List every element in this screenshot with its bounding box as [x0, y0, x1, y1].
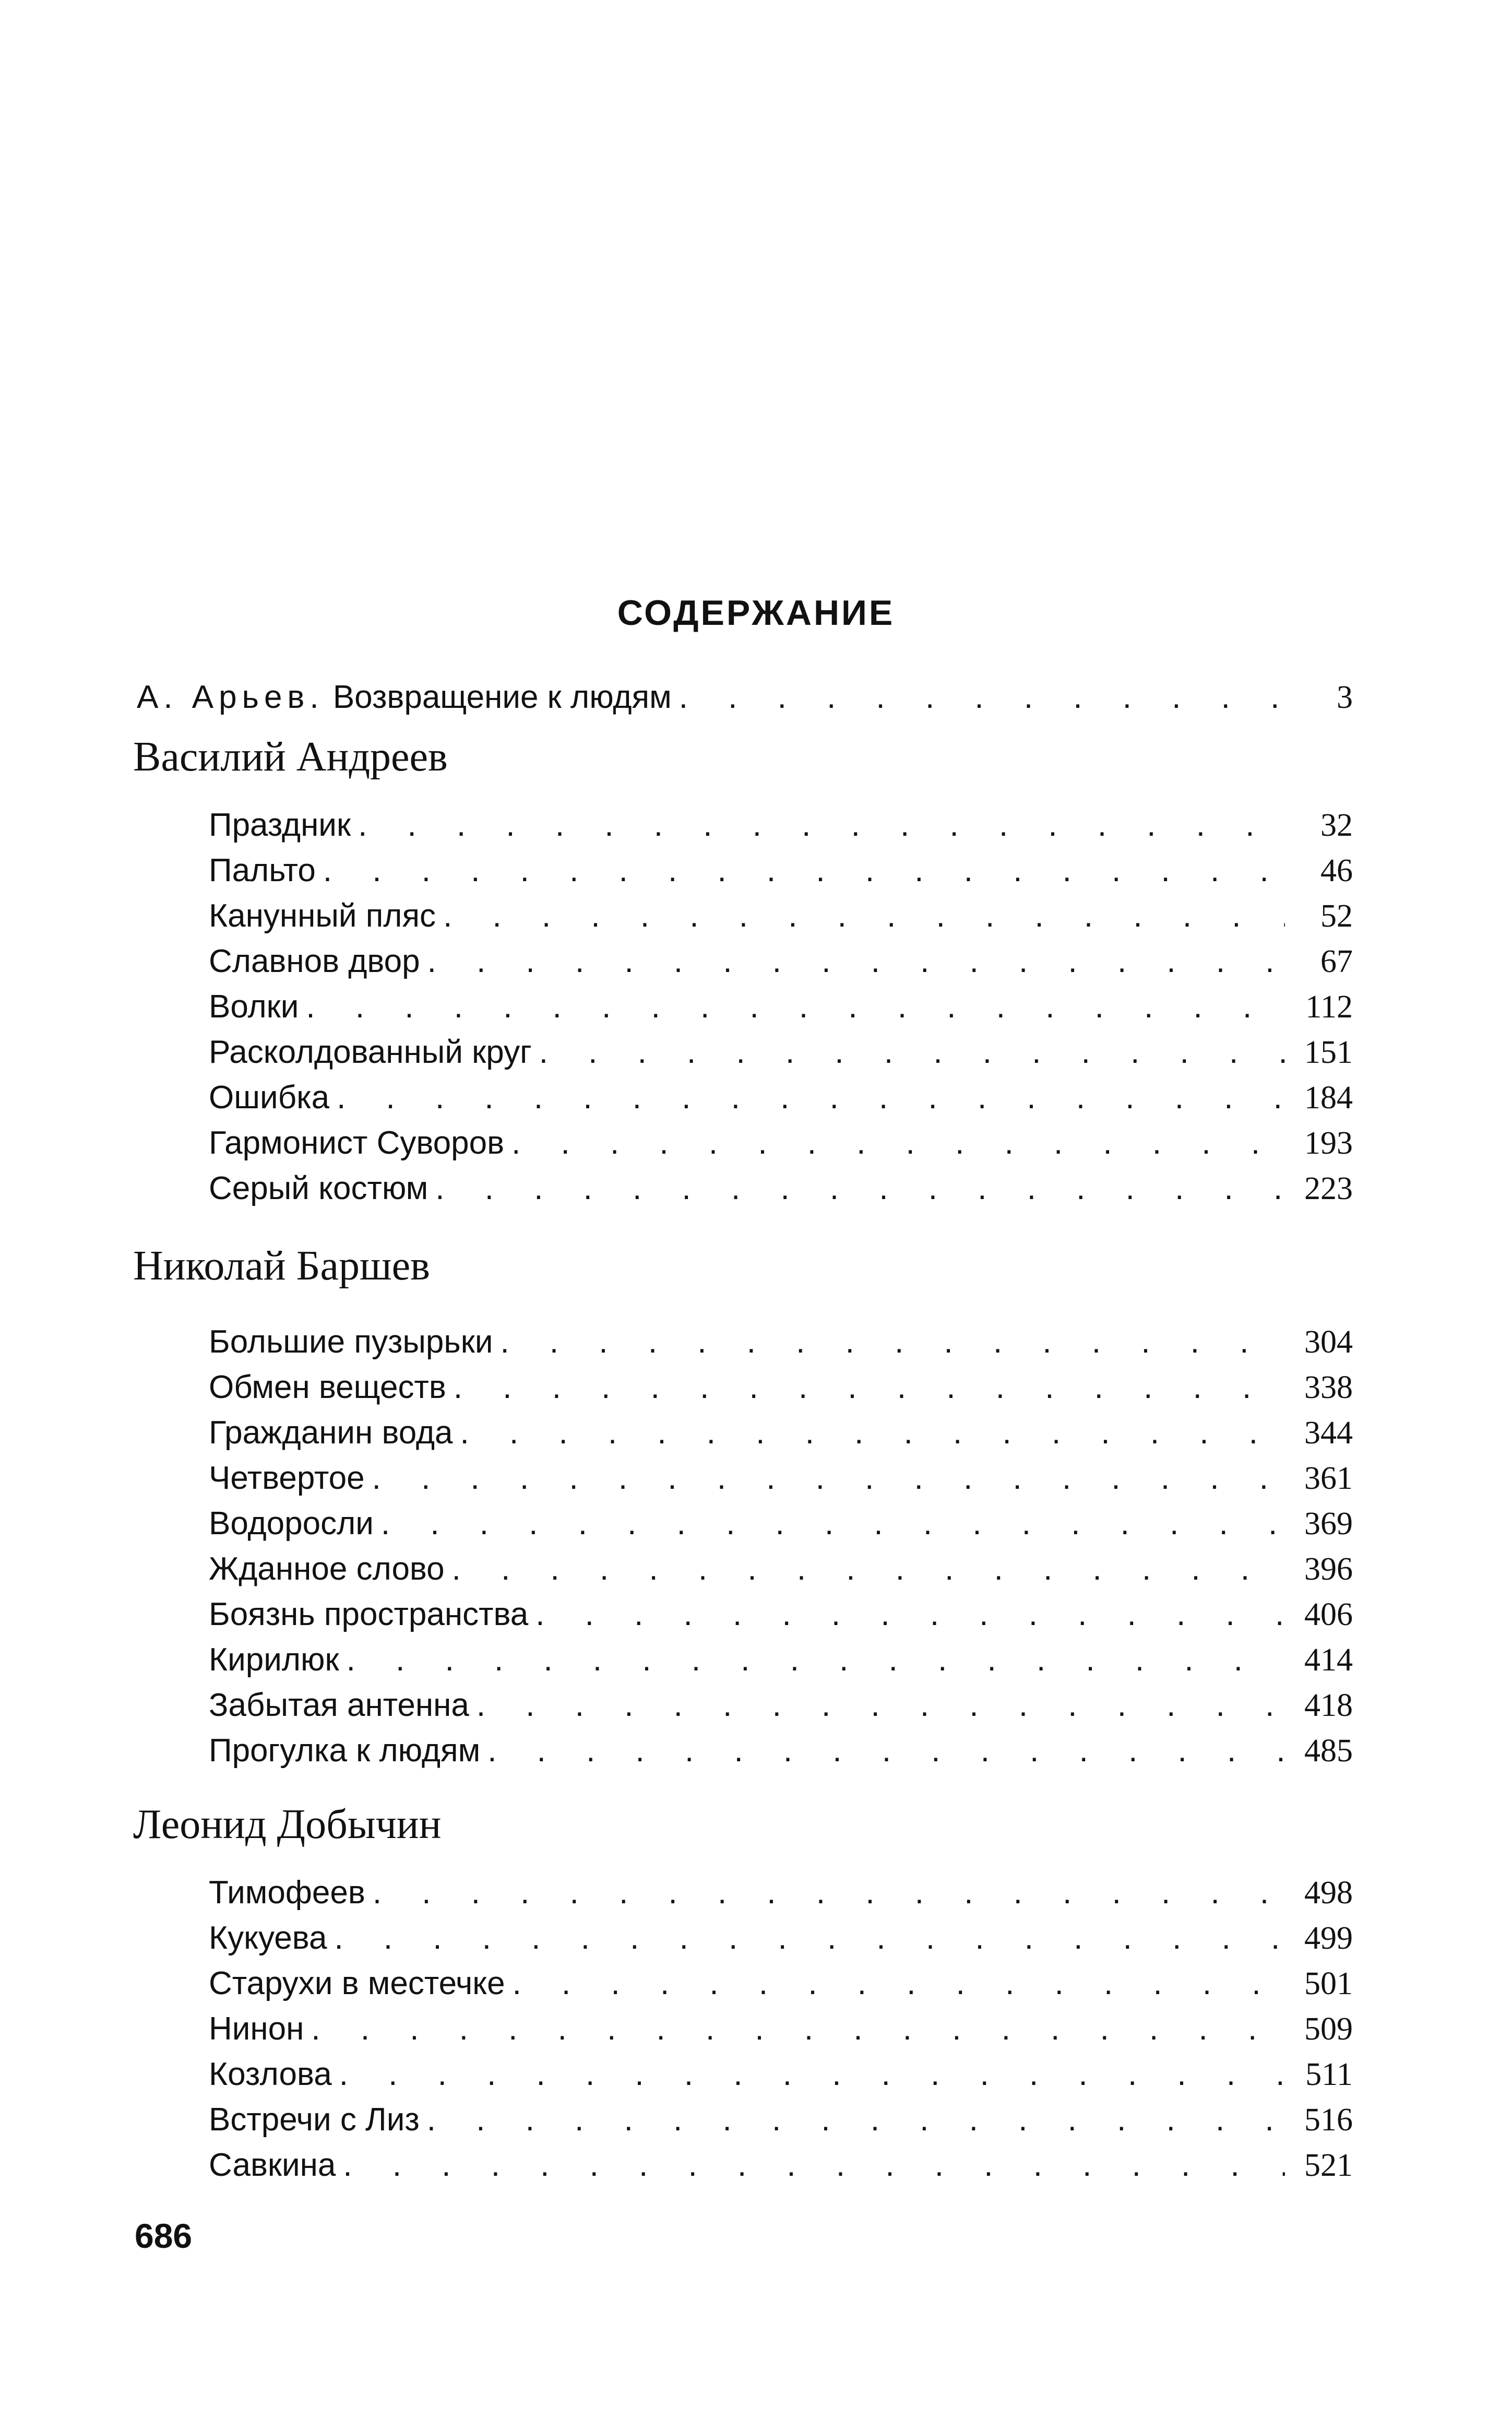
toc-entry — [209, 1596, 1353, 1638]
leader-dots — [539, 1034, 1285, 1071]
toc-entry-title: Кирилюк — [209, 1642, 339, 1678]
toc-entry-title: Нинон — [209, 2011, 304, 2047]
toc-entry-page: 521 — [1304, 2148, 1353, 2183]
toc-entry — [209, 1919, 1353, 1961]
toc-entry-title: Волки — [209, 989, 299, 1025]
toc-entry-title: Жданное слово — [209, 1551, 445, 1587]
toc-entry — [209, 1505, 1353, 1547]
toc-entry — [209, 2147, 1353, 2188]
toc-entry-page: 498 — [1304, 1875, 1353, 1911]
toc-entry — [209, 988, 1353, 1030]
section-author: Николай Баршев — [133, 1243, 430, 1289]
toc-entry-page: 509 — [1304, 2011, 1353, 2047]
leader-dots — [460, 1414, 1285, 1451]
toc-entry — [209, 1034, 1353, 1075]
leader-dots — [373, 1874, 1285, 1911]
toc-entry-title: Прогулка к людям — [209, 1733, 481, 1769]
toc-entry-title: Праздник — [209, 807, 351, 843]
leader-dots — [339, 2056, 1285, 2093]
toc-entry — [209, 2101, 1353, 2143]
leader-dots — [427, 943, 1285, 980]
toc-entry — [209, 1369, 1353, 1410]
toc-entry — [209, 943, 1353, 985]
section-author: Василий Андреев — [133, 734, 448, 780]
section-author: Леонид Добычин — [133, 1801, 442, 1847]
page-number: 686 — [135, 2216, 193, 2255]
leader-dots — [435, 1170, 1285, 1207]
toc-entry — [209, 807, 1353, 848]
leader-dots — [343, 2147, 1285, 2184]
leader-dots — [372, 1460, 1285, 1497]
toc-entry-title: Кукуева — [209, 1920, 327, 1956]
toc-entry — [209, 1965, 1353, 2007]
toc-entry-page: 344 — [1304, 1415, 1353, 1451]
toc-entry-title: Забытая антенна — [209, 1687, 469, 1723]
leader-dots — [535, 1596, 1285, 1633]
toc-entry-title: Тимофеев — [209, 1875, 365, 1911]
toc-entry-title: Ошибка — [209, 1080, 330, 1116]
toc-entry-title — [137, 679, 679, 716]
leader-dots — [477, 1687, 1285, 1724]
toc-entry-page: 338 — [1304, 1370, 1353, 1405]
intro-author: А. Арьев. — [137, 679, 324, 715]
toc-entry — [209, 1414, 1353, 1456]
toc-entry — [209, 1687, 1353, 1728]
leader-dots — [306, 988, 1285, 1025]
toc-entry-title: Большие пузырьки — [209, 1324, 493, 1360]
toc-entry-page: 396 — [1304, 1551, 1353, 1587]
toc-entry-page: 516 — [1304, 2102, 1353, 2138]
toc-entry — [209, 1460, 1353, 1501]
toc-entry — [209, 1323, 1353, 1365]
toc-entry-page: 501 — [1304, 1966, 1353, 2001]
leader-dots — [454, 1369, 1285, 1406]
toc-entry-page: 418 — [1304, 1688, 1353, 1723]
toc-entry-page: 52 — [1320, 898, 1353, 934]
toc-entry — [209, 1732, 1353, 1774]
toc-entry-page: 46 — [1320, 853, 1353, 888]
leader-dots — [358, 807, 1285, 844]
toc-entry-page: 3 — [1337, 680, 1353, 715]
toc-entry-page: 223 — [1304, 1171, 1353, 1206]
toc-entry — [209, 1124, 1353, 1166]
leader-dots — [427, 2101, 1285, 2138]
toc-entry — [209, 1170, 1353, 1212]
leader-dots — [347, 1641, 1285, 1678]
leader-dots — [487, 1732, 1285, 1769]
leader-dots — [452, 1550, 1285, 1587]
toc-entry-title: Расколдованный круг — [209, 1034, 532, 1070]
toc-entry-title: Пальто — [209, 852, 316, 888]
toc-entry-title: Славнов двор — [209, 943, 420, 979]
toc-entry-page: 112 — [1305, 989, 1353, 1025]
toc-entry-page: 67 — [1320, 944, 1353, 979]
toc-entry — [209, 1641, 1353, 1683]
toc-entry-title: Гармонист Суворов — [209, 1125, 505, 1161]
toc-entry — [209, 1874, 1353, 1916]
leader-dots — [311, 2010, 1285, 2047]
leader-dots — [334, 1919, 1285, 1957]
toc-entry — [209, 2010, 1353, 2052]
leader-dots — [337, 1079, 1285, 1116]
toc-entry-title: Козлова — [209, 2056, 332, 2092]
toc-entry-page: 485 — [1304, 1733, 1353, 1769]
leader-dots — [500, 1323, 1285, 1360]
toc-entry-title: Савкина — [209, 2147, 336, 2183]
toc-entry-title: Четвертое — [209, 1460, 365, 1496]
toc-entry — [209, 2056, 1353, 2097]
toc-entry-page: 361 — [1304, 1461, 1353, 1496]
toc-entry-title: Обмен веществ — [209, 1369, 446, 1405]
leader-dots — [381, 1505, 1285, 1542]
toc-entry-title: Старухи в местечке — [209, 1965, 505, 2001]
leader-dots — [679, 679, 1285, 716]
leader-dots — [511, 1124, 1285, 1161]
toc-entry-page: 32 — [1320, 808, 1353, 843]
toc-entry — [209, 852, 1353, 894]
toc-entry-page: 414 — [1304, 1642, 1353, 1678]
toc-entry-page: 304 — [1304, 1324, 1353, 1360]
toc-entry-page: 184 — [1304, 1080, 1353, 1116]
intro-title: Возвращение к людям — [332, 679, 672, 715]
toc-entry-title: Гражданин вода — [209, 1415, 453, 1451]
toc-entry-page: 193 — [1304, 1125, 1353, 1161]
toc-entry-page: 511 — [1305, 2057, 1353, 2092]
toc-entry-page: 406 — [1304, 1597, 1353, 1632]
toc-entry-title: Серый костюм — [209, 1170, 428, 1206]
toc-entry-page: 499 — [1304, 1921, 1353, 1956]
toc-entry-page: 369 — [1304, 1506, 1353, 1542]
leader-dots — [443, 897, 1285, 934]
toc-entry-intro — [137, 679, 1353, 720]
leader-dots — [513, 1965, 1285, 2002]
toc-entry-title: Канунный пляс — [209, 898, 436, 934]
toc-title: СОДЕРЖАНИЕ — [617, 593, 895, 633]
toc-entry-title: Встречи с Лиз — [209, 2102, 420, 2138]
leader-dots — [323, 852, 1285, 889]
toc-entry — [209, 897, 1353, 939]
toc-entry-page: 151 — [1304, 1035, 1353, 1070]
toc-entry-title: Водоросли — [209, 1506, 374, 1542]
toc-entry — [209, 1550, 1353, 1592]
toc-entry-title: Боязнь пространства — [209, 1596, 529, 1632]
toc-entry — [209, 1079, 1353, 1121]
